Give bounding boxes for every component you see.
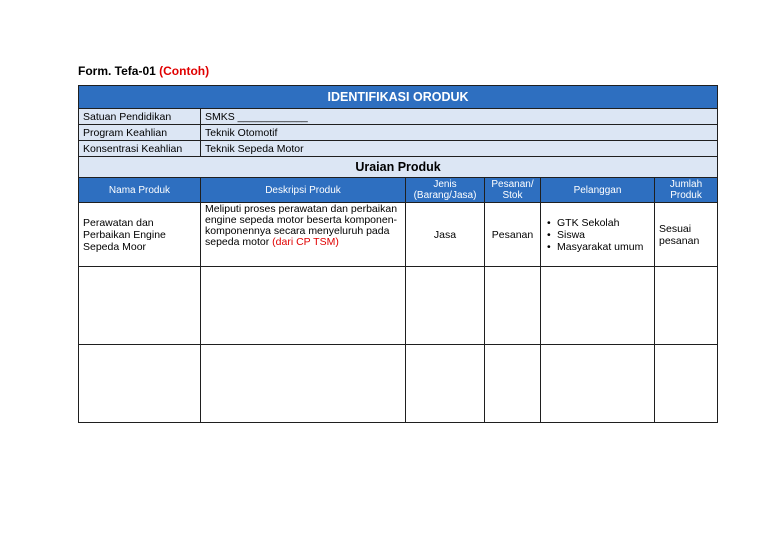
info-label: Program Keahlian [79, 125, 201, 141]
info-label: Konsentrasi Keahlian [79, 141, 201, 157]
list-item: • GTK Sekolah [545, 217, 650, 229]
info-value: Teknik Sepeda Motor [201, 141, 718, 157]
form-code: Form. Tefa-01 [78, 64, 156, 78]
empty-cell[interactable] [79, 267, 201, 345]
info-value: Teknik Otomotif [201, 125, 718, 141]
deskripsi-text: Meliputi proses perawatan dan perbaikan engine sepeda motor beserta komponen-komponennya secara menyeluruh pada sepeda motor [205, 203, 398, 248]
section-title: Uraian Produk [79, 157, 718, 178]
col-header-nama: Nama Produk [79, 178, 201, 203]
empty-cell[interactable] [655, 345, 718, 423]
empty-cell[interactable] [79, 345, 201, 423]
deskripsi-source-note: (dari CP TSM) [272, 236, 339, 248]
cell-deskripsi [201, 203, 406, 267]
list-item: • Masyarakat umum [545, 241, 650, 253]
empty-cell[interactable] [406, 345, 485, 423]
empty-cell[interactable] [485, 267, 541, 345]
col-header-jenis [406, 178, 485, 203]
pelanggan-list [545, 217, 650, 253]
empty-cell[interactable] [201, 345, 406, 423]
table-row-empty [79, 345, 718, 423]
product-identification-table [78, 85, 718, 423]
table-row [79, 203, 718, 267]
col-header-jumlah [655, 178, 718, 203]
column-header-row [79, 178, 718, 203]
form-example-note: (Contoh) [159, 64, 210, 78]
col-header-pesanan [485, 178, 541, 203]
info-value: SMKS ____________ [201, 109, 718, 125]
empty-cell[interactable] [655, 267, 718, 345]
col-header-deskripsi: Deskripsi Produk [201, 178, 406, 203]
empty-cell[interactable] [201, 267, 406, 345]
empty-cell[interactable] [485, 345, 541, 423]
col-header-pesanan-line2: Stok [502, 190, 523, 201]
col-header-jenis-line1: Jenis [433, 179, 457, 190]
empty-cell[interactable] [406, 267, 485, 345]
form-title [78, 64, 209, 78]
col-header-jenis-line2: (Barang/Jasa) [413, 190, 477, 201]
cell-nama-produk: Perawatan dan Perbaikan Engine Sepeda Moor [79, 203, 201, 267]
cell-jumlah: Sesuai pesanan [655, 203, 718, 267]
info-label: Satuan Pendidikan [79, 109, 201, 125]
cell-jenis: Jasa [406, 203, 485, 267]
col-header-jumlah-line2: Produk [670, 190, 702, 201]
empty-cell[interactable] [541, 267, 655, 345]
table-row-empty [79, 267, 718, 345]
cell-pelanggan [541, 203, 655, 267]
col-header-pelanggan: Pelanggan [541, 178, 655, 203]
list-item: • Siswa [545, 229, 650, 241]
table-banner: IDENTIFIKASI ORODUK [79, 86, 718, 109]
info-row-program [79, 125, 718, 141]
info-row-konsentrasi [79, 141, 718, 157]
cell-pesanan: Pesanan [485, 203, 541, 267]
empty-cell[interactable] [541, 345, 655, 423]
col-header-pesanan-line1: Pesanan/ [491, 179, 534, 190]
info-row-satuan [79, 109, 718, 125]
col-header-jumlah-line1: Jumlah [669, 179, 703, 190]
